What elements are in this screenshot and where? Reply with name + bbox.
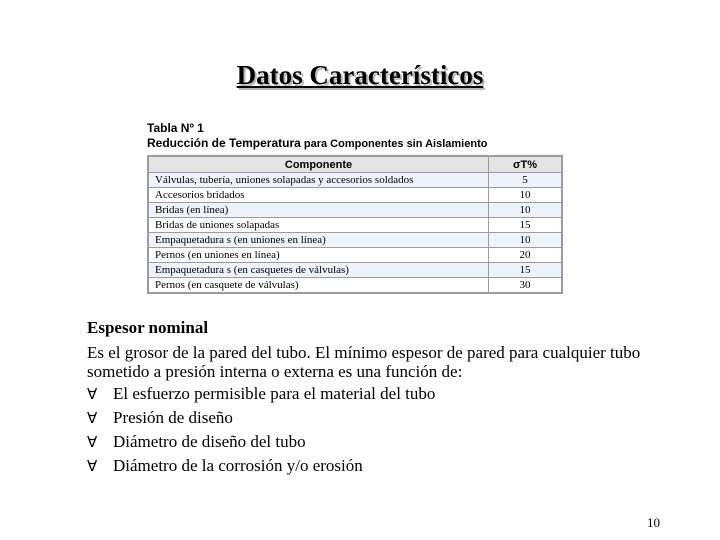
value-cell: 10	[489, 233, 563, 248]
table-row	[148, 233, 562, 248]
value-cell: 15	[489, 263, 563, 278]
table-subtitle	[147, 136, 567, 152]
component-cell: Pernos (en uniones en línea)	[148, 248, 489, 263]
component-cell: Empaquetadura s (en uniones en línea)	[148, 233, 489, 248]
table-row	[148, 188, 562, 203]
value-cell: 5	[489, 173, 563, 188]
value-cell: 30	[489, 278, 563, 294]
value-cell: 15	[489, 218, 563, 233]
for-all-bullet-icon: ∀	[87, 409, 98, 427]
header-sigma-t: σT%	[489, 156, 563, 173]
list-item-text: Diámetro de diseño del tubo	[113, 432, 306, 451]
list-item-text: Presión de diseño	[113, 408, 233, 427]
component-cell: Válvulas, tubería, uniones solapadas y accesorios soldados	[148, 173, 489, 188]
table-header-row	[148, 156, 562, 173]
value-cell: 10	[489, 203, 563, 218]
component-cell: Bridas (en línea)	[148, 203, 489, 218]
component-cell: Empaquetadura s (en casquetes de válvulas)	[148, 263, 489, 278]
list-item-text: Diámetro de la corrosión y/o erosión	[113, 456, 363, 475]
list-item	[87, 454, 687, 478]
list-item	[87, 430, 687, 454]
table-subtitle-rest: para Componentes sin Aislamiento	[300, 138, 488, 150]
slide-title: Datos Característicos	[236, 60, 484, 90]
list-item	[87, 406, 687, 430]
table-row	[148, 248, 562, 263]
for-all-bullet-icon: ∀	[87, 457, 98, 475]
table-row	[148, 278, 562, 294]
table-row	[148, 218, 562, 233]
value-cell: 10	[489, 188, 563, 203]
for-all-bullet-icon: ∀	[87, 433, 98, 451]
table-subtitle-main: Reducción de Temperatura	[147, 136, 301, 150]
list-item	[87, 382, 687, 406]
table-row	[148, 263, 562, 278]
temperature-reduction-table-block	[147, 121, 567, 294]
table-row	[148, 173, 562, 188]
section-paragraph: Es el grosor de la pared del tubo. El mínimo espesor de pared para cualquier tubo sometido a presión interna o externa es una función de:	[87, 343, 641, 381]
table-title: Tabla Nº 1	[147, 121, 204, 135]
component-cell: Bridas de uniones solapadas	[148, 218, 489, 233]
value-cell: 20	[489, 248, 563, 263]
for-all-bullet-icon: ∀	[87, 385, 98, 403]
page-number: 10	[647, 515, 660, 530]
bullet-list	[87, 382, 687, 478]
header-component: Componente	[148, 156, 489, 173]
body-text	[87, 316, 687, 478]
table-row	[148, 203, 562, 218]
component-cell: Accesorios bridados	[148, 188, 489, 203]
list-item-text: El esfuerzo permisible para el material del tubo	[113, 384, 436, 403]
temperature-reduction-table	[147, 155, 563, 294]
section-heading: Espesor nominal	[87, 318, 209, 337]
component-cell: Pernos (en casquete de válvulas)	[148, 278, 489, 294]
